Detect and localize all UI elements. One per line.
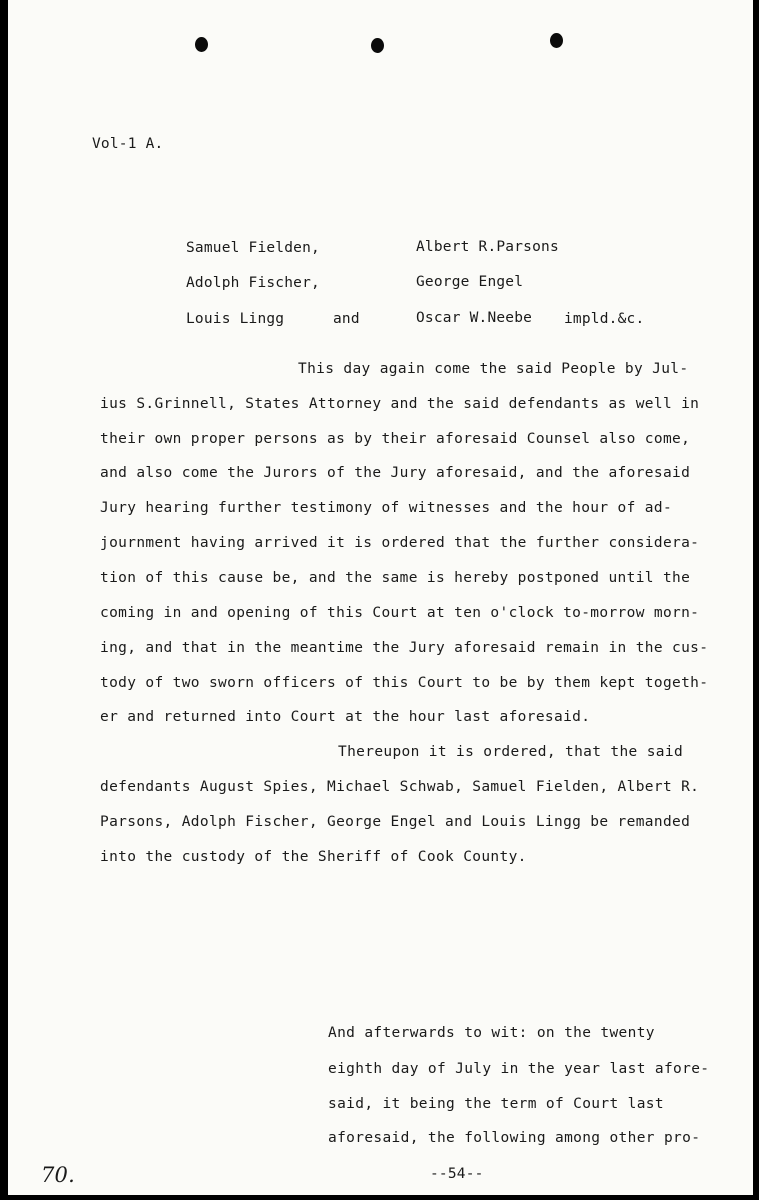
volume-label: Vol-1 A. xyxy=(92,136,164,152)
paragraph1-line: er and returned into Court at the hour last aforesaid. xyxy=(100,709,591,725)
paragraph1-line: and also come the Jurors of the Jury aforesaid, and the aforesaid xyxy=(100,465,691,481)
document-page xyxy=(8,0,753,1195)
paragraph1-line: This day again come the said People by Jul- xyxy=(298,361,689,377)
paragraph2-line: Parsons, Adolph Fischer, George Engel and Louis Lingg be remanded xyxy=(100,814,691,830)
paragraph3-line: aforesaid, the following among other pro- xyxy=(328,1130,701,1146)
caption-left-3: Louis Lingg xyxy=(186,311,285,327)
caption-right-2: George Engel xyxy=(416,274,524,290)
paragraph1-line: ius S.Grinnell, States Attorney and the said defendants as well in xyxy=(100,396,700,412)
paragraph1-line: coming in and opening of this Court at ten o'clock to-morrow morn- xyxy=(100,605,700,621)
paragraph1-line: tody of two sworn officers of this Court to be by them kept togeth- xyxy=(100,675,709,691)
caption-right-1: Albert R.Parsons xyxy=(416,239,559,255)
paragraph2-line: Thereupon it is ordered, that the said xyxy=(338,744,684,760)
paragraph2-line: defendants August Spies, Michael Schwab, Samuel Fielden, Albert R. xyxy=(100,779,700,795)
paragraph2-line: into the custody of the Sheriff of Cook County. xyxy=(100,849,527,865)
handwritten-page-number: 70. xyxy=(41,1163,75,1187)
caption-left-2: Adolph Fischer, xyxy=(186,275,320,291)
punch-hole xyxy=(195,37,208,52)
paragraph1-line: journment having arrived it is ordered that the further considera- xyxy=(100,535,700,551)
punch-hole xyxy=(550,33,563,48)
caption-connector: and xyxy=(333,311,360,327)
paragraph3-line: said, it being the term of Court last xyxy=(328,1096,664,1112)
paragraph1-line: Jury hearing further testimony of witnesses and the hour of ad- xyxy=(100,500,673,516)
page-number: --54-- xyxy=(430,1166,484,1182)
paragraph3-line: And afterwards to wit: on the twenty xyxy=(328,1025,655,1041)
paragraph1-line: tion of this cause be, and the same is hereby postponed until the xyxy=(100,570,691,586)
paragraph3-line: eighth day of July in the year last afore- xyxy=(328,1061,710,1077)
caption-suffix: impld.&c. xyxy=(564,311,645,327)
punch-hole xyxy=(371,38,384,53)
paragraph1-line: ing, and that in the meantime the Jury aforesaid remain in the cus- xyxy=(100,640,709,656)
caption-right-3: Oscar W.Neebe xyxy=(416,310,533,326)
caption-left-1: Samuel Fielden, xyxy=(186,240,320,256)
paragraph1-line: their own proper persons as by their aforesaid Counsel also come, xyxy=(100,431,691,447)
